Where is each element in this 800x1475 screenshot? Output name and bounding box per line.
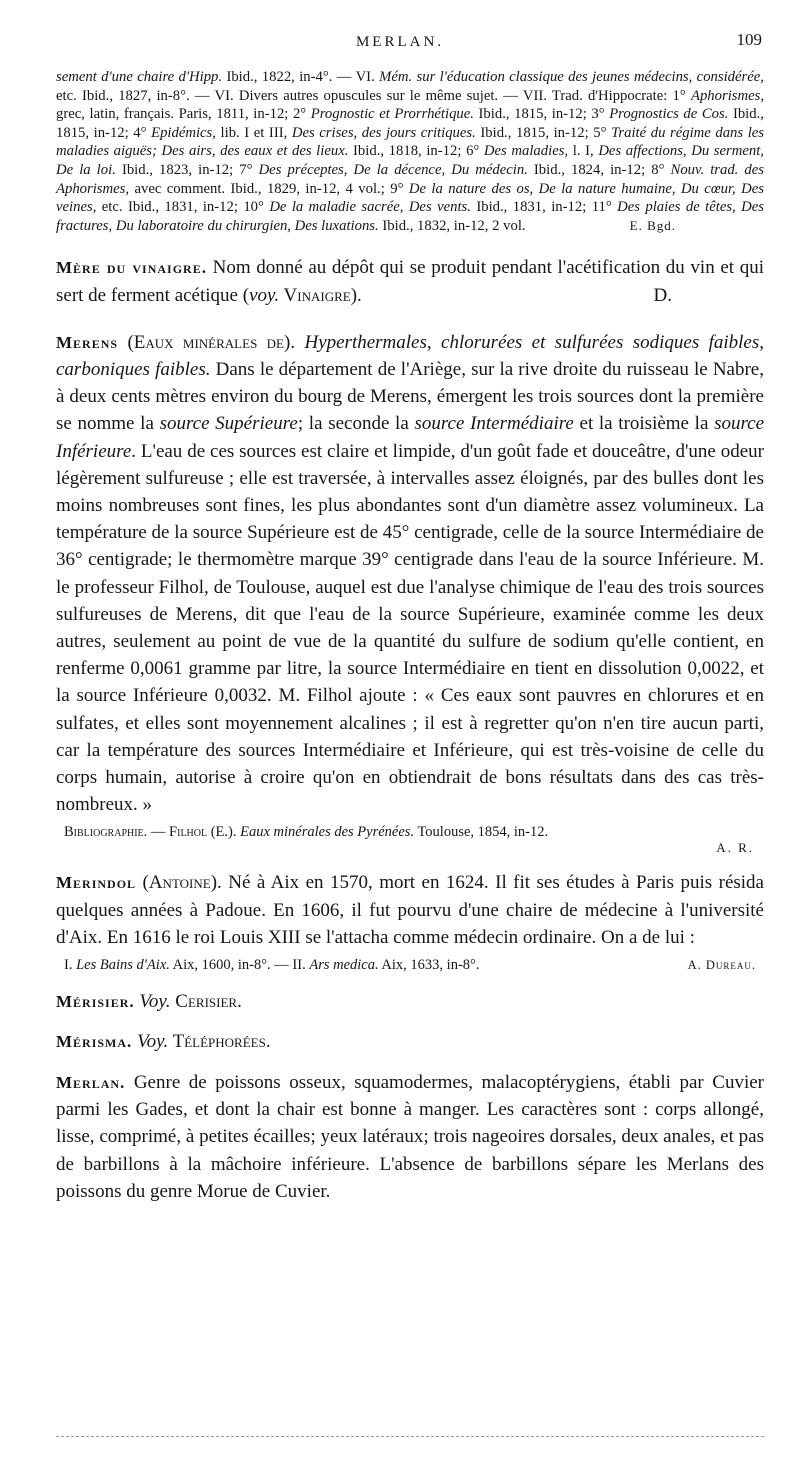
cross-reference: Téléphorées. bbox=[168, 1031, 271, 1053]
headword: Merlan. bbox=[56, 1073, 126, 1093]
continued-bibliography: sement d'une chaire d'Hipp. Ibid., 1822, in-4°. — VI. Mém. sur l'éducation classique des jeunes médecins, considérée, etc. Ibid., 1827, in-8°. — VI. Divers autres opuscules sur le même sujet. — VII. Trad. d'Hippocrate: 1° Aphorismes, grec, latin, français. Paris, 1811, in-12; 2° Prognostic et Prorrhétique. Ibid., 1815, in-12; 3° Prognostics de Cos. Ibid., 1815, in-12; 4° Epidémics, lib. I et III, Des crises, des jours critiques. Ibid., 1815, in-12; 5° Traité du régime dans les maladies aiguës; Des airs, des eaux et des lieux. Ibid., 1818, in-12; 6° Des maladies, l. I, Des affections, Du serment, De la loi. Ibid., 1823, in-12; 7° Des préceptes, De la décence, Du médecin. Ibid., 1824, in-12; 8° Nouv. trad. des Aphorismes, avec comment. Ibid., 1829, in-12, 4 vol.; 9° De la nature des os, De la nature humaine, Du cœur, Des veines, etc. Ibid., 1831, in-12; 10° De la maladie sacrée, Des vents. Ibid., 1831, in-12; 11° Des plaies de têtes, Des fractures, Du laboratoire du chirurgien, Des luxations. Ibid., 1832, in-12, 2 vol. bbox=[56, 69, 765, 234]
headword: Mérisma. bbox=[56, 1032, 133, 1052]
works-list: I. Les Bains d'Aix. Aix, 1600, in-8°. — II. Ars medica. Aix, 1633, in-8°. A. Dureau. bbox=[64, 957, 756, 974]
author-signature: A. Dureau. bbox=[687, 958, 756, 973]
headword: Merens bbox=[56, 332, 119, 352]
author-signature: A. R. bbox=[716, 840, 754, 856]
headword: Mère du vinaigre. bbox=[56, 258, 207, 278]
subhead: (Eaux minérales de). bbox=[118, 331, 305, 353]
entry-merlan: Merlan. Genre de poissons osseux, squamodermes, malacoptérygiens, établi par Cuvier parmi les Gades, et dont la chair est bonne à manger. Les caractères sont : corps allongé, lisse, comprimé, à petites écailles; yeux latéraux; trois nageoires dorsales, deux anales, et pas de barbillons à la mâchoire inférieure. L'absence de barbillons sépare les Merlans des poissons du genre Morue de Cuvier. bbox=[56, 1072, 764, 1202]
cross-reference: Vinaigre bbox=[279, 284, 351, 306]
subhead: (Antoine). bbox=[136, 872, 229, 894]
footer-rule bbox=[56, 1436, 764, 1437]
running-head: MERLAN. bbox=[355, 34, 445, 50]
entry-merisma: Mérisma. Voy. Téléphorées. bbox=[56, 1031, 271, 1053]
entry-merens: Merens (Eaux minérales de). Hyperthermales, chlorurées et sulfurées sodiques faibles, carboniques faibles. Dans le département de l'Ariège, sur la rive droite du ruisseau le Nabre, à deux cents mètres environ du bourg de Merens, émergent les trois sources dont la première se nomme la source Supérieure; la seconde la source Intermédiaire et la troisième la source Inférieure. L'eau de ces sources est claire et limpide, d'un goût fade et douceâtre, d'une odeur légèrement sulfureuse ; elle est traversée, à intervalles assez éloignés, par des bulles dont les moins nombreuses sont fines, les plus abondantes sont d'un diamètre assez volumineux. La température de la source Supérieure est de 45° centigrade, celle de la source Intermédiaire de 36° centigrade; le thermomètre marque 39° centigrade dans l'eau de la source Inférieure. M. le professeur Filhol, de Toulouse, auquel est due l'analyse chimique de l'eau des trois sources sulfureuses de Merens, dit que l'eau de la source Supérieure, examinée comme les deux autres, seulement au point de vue de la quantité du sulfure de sodium qu'elle contient, en renferme 0,0061 gramme par litre, la source Intermédiaire en tient en dissolution 0,0022, et la source Inférieure 0,0032. M. Filhol ajoute : « Ces eaux sont pauvres en chlorures et en sulfates, et elles sont moyennement alcalines ; il est à regretter qu'on n'en tire aucun parti, car la température des sources Intermédiaire et Inférieure, qui est très-voisine de celle du corps humain, autorise à croire qu'on en obtiendrait de bons résultats dans des cas très-nombreux. » bbox=[56, 331, 765, 816]
headword: Merindol bbox=[56, 873, 137, 893]
entry-mere-du-vinaigre: Mère du vinaigre. Nom donné au dépôt qui se produit pendant l'acétification du vin et qui sert de ferment acétique (voy. Vinaigre). D. bbox=[56, 254, 764, 308]
bibliography-label: Bibliographie. bbox=[64, 824, 148, 841]
author-signature: E. Bgd. bbox=[629, 218, 676, 234]
headword: Mérisier. bbox=[56, 992, 135, 1012]
entry-merisier: Mérisier. Voy. Cerisier. bbox=[56, 991, 242, 1013]
page-number: 109 bbox=[736, 30, 762, 49]
cross-reference: Cerisier. bbox=[170, 991, 242, 1013]
author-signature: D. bbox=[653, 284, 672, 306]
page-body bbox=[56, 68, 764, 1205]
bibliography: Bibliographie. — Filhol (E.). Eaux minérales des Pyrénées. Toulouse, 1854, in-12. bbox=[64, 824, 549, 841]
entry-merindol: Merindol (Antoine). Né à Aix en 1570, mort en 1624. Il fit ses études à Paris puis résida quelques années à Padoue. En 1606, il fut pourvu d'une chaire de médecine à l'université d'Aix. En 1616 le roi Louis XIII se l'attacha comme médecin ordinaire. On a de lui : bbox=[56, 872, 764, 948]
